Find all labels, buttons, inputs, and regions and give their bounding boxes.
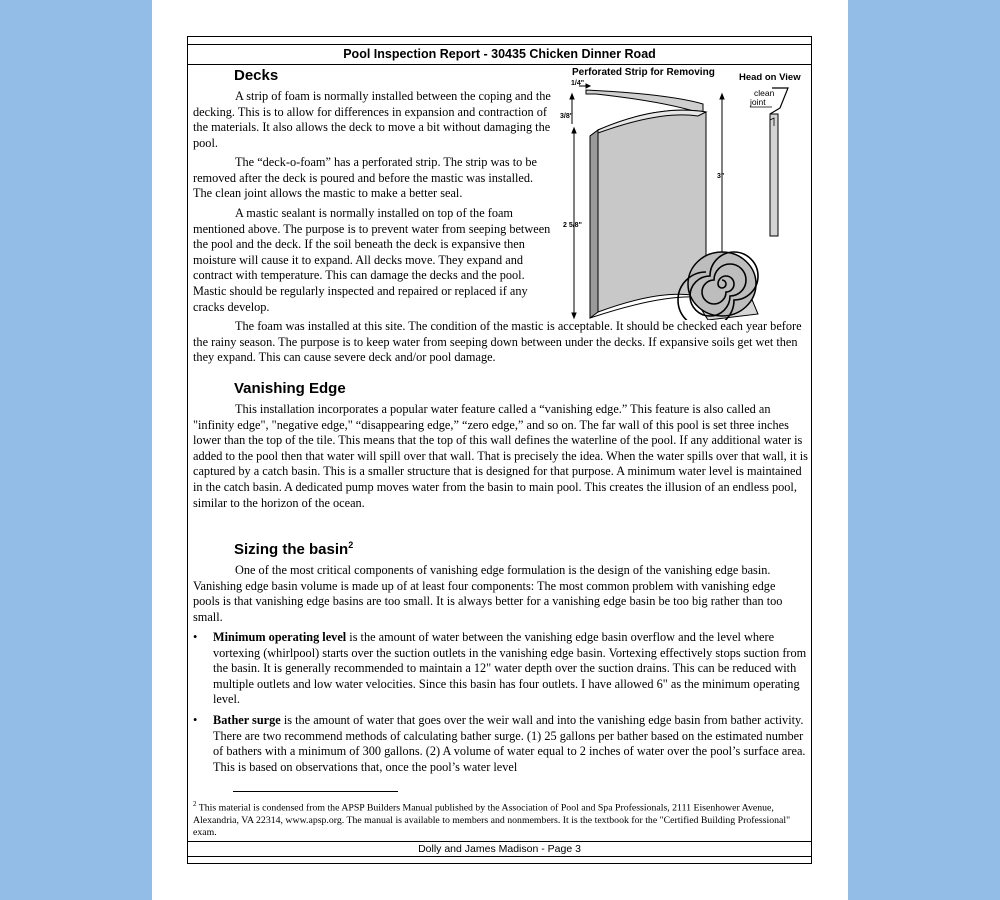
bullet-marker: • — [193, 630, 198, 644]
clean-label: clean — [754, 88, 775, 98]
dim-three-eighths-label: 3/8" — [560, 113, 574, 120]
report-header: Pool Inspection Report - 30435 Chicken Dinner Road — [187, 44, 812, 65]
figure-title: Perforated Strip for Removing — [572, 67, 715, 78]
bullet-term: Minimum operating level — [213, 630, 347, 644]
footnote-number: 2 — [193, 800, 197, 808]
bullet-text: is the amount of water that goes over the weir wall and into the vanishing edge basin from bather activity. There are two recommend methods of calculating bather surge. (1) 25 gallons per bather based on the estimated number of bathers with a minimum of 300 gallons. (2) A volume of water equal to 2 inches of water over the pool’s surface area. This is based on observations that, once the pool’s water level — [213, 713, 806, 774]
dim-three-label: 3" — [717, 173, 725, 180]
bullet-minimum-operating-level — [193, 630, 811, 708]
decks-paragraph-2: The “deck-o-foam” has a perforated strip. The strip was to be removed after the deck is poured and before the mastic was installed. The clean joint allows the mastic to make a better seal. — [193, 155, 537, 201]
head-on-view-label: Head on View — [739, 72, 801, 83]
sizing-basin-paragraph: One of the most critical components of vanishing edge formulation is the design of the vanishing edge basin. Vanishing edge basin volume is made up of at least four components: The most common problem with vanishing edge pools is that vanishing edge basins are too small. It is always better for a vanishing edge basin be too big rather than too small. — [193, 563, 783, 624]
footnote-ref: 2 — [348, 540, 354, 550]
head-on-view-drawing — [749, 88, 788, 236]
bullet-bather-surge — [193, 713, 811, 775]
sizing-basin-heading — [234, 540, 353, 558]
decks-paragraph-4: The foam was installed at this site. The condition of the mastic is acceptable. It should be checked each year before the rainy season. The purpose is to keep water from seeping down between under the decks. If expansive soils get wet then they expand. This can cause severe deck and/or pool damage. — [193, 319, 802, 365]
decks-paragraph-1: A strip of foam is normally installed between the coping and the decking. This is to allow for differences in expansion and contraction of the materials. It also allows the deck to move a bit without damaging the pool. — [193, 89, 551, 150]
joint-label: joint — [750, 97, 766, 107]
deck-o-foam-figure — [558, 64, 808, 320]
decks-paragraph-3: A mastic sealant is normally installed on top of the foam mentioned above. The purpose is to prevent water from seeping between the pool and the deck. If the soil beneath the deck is expansive then moisture will cause it to expand. All decks move. They expand and contract with temperature. This can damage the decks and the pool. Mastic should be regularly inspected and repaired or replaced if any cracks develop. — [193, 206, 551, 314]
footnote-rule — [233, 791, 398, 792]
vanishing-edge-heading: Vanishing Edge — [234, 380, 346, 397]
vanishing-edge-paragraph: This installation incorporates a popular water feature called a “vanishing edge.” This feature is also called an "infinity edge", "negative edge," “disappearing edge,” “zero edge,” and so on. The far wall of this pool is set three inches lower than the top of the tile. This means that the top of this wall defines the waterline of the pool. If any additional water is added to the pool then that water will spill over that wall. That is precisely the idea. When the water spills over that wall, it is captured by a catch basin. This is a smaller structure that is designed for that purpose. A minimum water level is maintained in the catch basin. A dedicated pump moves water from the basin to main pool. This creates the illusion of an endless pool, similar to the horizon of the ocean. — [193, 402, 808, 510]
decks-heading: Decks — [234, 67, 279, 84]
dim-two-five-eighths-label: 2 5/8" — [563, 222, 582, 229]
footnote-text: This material is condensed from the APSP Builders Manual published by the Association of Pool and Spa Professionals, 2111 Eisenhower Avenue, Alexandria, VA 22314, www.apsp.org. The manual is available to members and nonmembers. It is the textbook for the "Certified Building Professional" exam. — [193, 802, 791, 839]
sizing-basin-heading-text: Sizing the basin — [234, 541, 349, 558]
dim-quarter-label: 1/4" — [571, 80, 585, 87]
page-footer: Dolly and James Madison - Page 3 — [187, 841, 812, 857]
footnote — [193, 798, 805, 839]
bullet-marker: • — [193, 713, 198, 727]
bullet-term: Bather surge — [213, 713, 281, 727]
bullet-text: is the amount of water between the vanishing edge basin overflow and the level where vortexing (whirlpool) starts over the suction outlets in the vanishing edge basin. Vortexing effectively stops suction from the basin. It is generally recommended to maintain a 12" water depth over the suction drains. This can be reduced with multiple outlets and low water velocities. Since this basin has four outlets. I have allowed 6" as the minimum operating level. — [213, 630, 807, 707]
